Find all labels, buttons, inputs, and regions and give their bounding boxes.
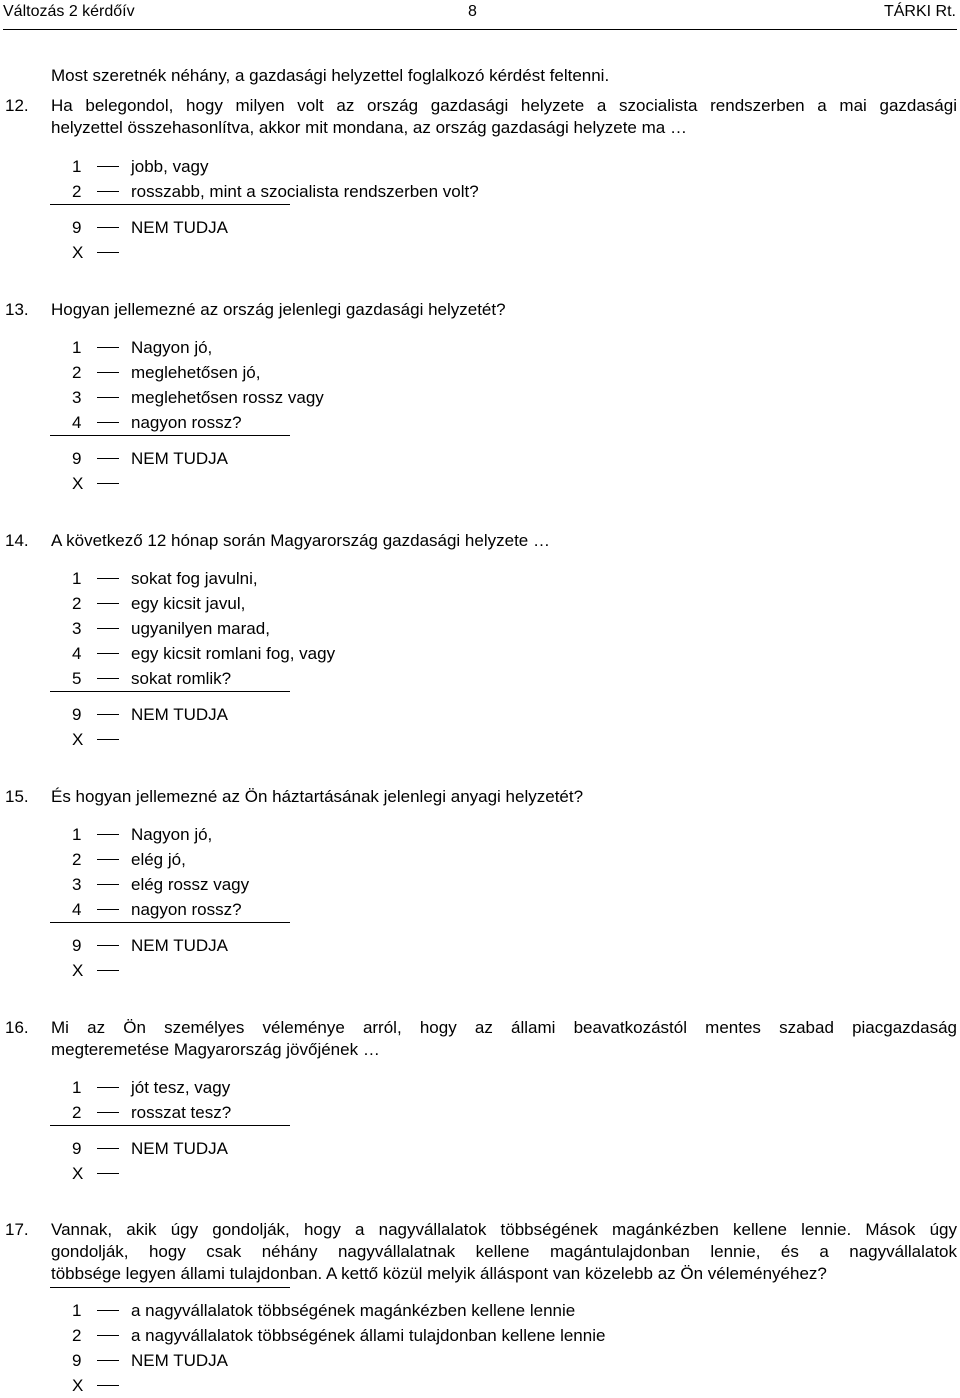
option-dash [97, 458, 119, 459]
options-divider [50, 204, 290, 205]
answer-option[interactable] [0, 385, 700, 410]
option-dash [97, 578, 119, 579]
option-dash [97, 970, 119, 971]
options-divider [50, 1125, 290, 1126]
option-code: 9 [72, 218, 82, 237]
option-code: X [72, 730, 84, 749]
option-label: a nagyvállalatok többségének állami tulajdonban kellene lennie [131, 1326, 606, 1345]
option-dash [97, 1112, 119, 1113]
option-code: 4 [72, 644, 82, 663]
option-code: 2 [72, 1103, 82, 1122]
option-label: NEM TUDJA [131, 936, 228, 955]
answer-option[interactable] [0, 591, 700, 616]
option-label: ugyanilyen marad, [131, 619, 270, 638]
option-code: 9 [72, 1351, 82, 1370]
intro-text: Most szeretnék néhány, a gazdasági helyzettel foglalkozó kérdést feltenni. [51, 66, 610, 85]
question-text [51, 1017, 957, 1061]
option-dash [97, 191, 119, 192]
option-label: egy kicsit romlani fog, vagy [131, 644, 336, 663]
option-code: 2 [72, 363, 82, 382]
option-dash [97, 1360, 119, 1361]
option-code: 5 [72, 669, 82, 688]
answer-option-dont-know[interactable] [0, 702, 700, 727]
option-dash [97, 1385, 119, 1386]
option-code: 4 [72, 900, 82, 919]
option-code: 9 [72, 936, 82, 955]
question-text [51, 95, 957, 139]
answer-option[interactable] [0, 641, 700, 666]
option-code: 2 [72, 594, 82, 613]
option-label: NEM TUDJA [131, 218, 228, 237]
option-dash [97, 909, 119, 910]
option-code: 9 [72, 449, 82, 468]
option-code: 2 [72, 1326, 82, 1345]
question-text-line: Ha belegondol, hogy milyen volt az ország gazdasági helyzete a szocialista rendszerben a mai gazdasági [51, 96, 957, 115]
question-text-line: gondolják, hogy csak néhány nagyvállalatnak kellene magántulajdonban lennie, és a nagyvállalatok [51, 1242, 957, 1261]
question-text [51, 1219, 957, 1285]
question-text-line: És hogyan jellemezné az Ön háztartásának jelenlegi anyagi helyzetét? [51, 787, 584, 806]
question-text-line: Vannak, akik úgy gondolják, hogy a nagyvállalatok többségének magánkézben kellene lennie. Mások úgy [51, 1220, 957, 1239]
option-code: 1 [72, 1078, 82, 1097]
option-label: meglehetősen jó, [131, 363, 261, 382]
answer-option[interactable] [0, 872, 700, 897]
option-dash [97, 397, 119, 398]
option-code: 2 [72, 850, 82, 869]
option-label: Nagyon jó, [131, 338, 213, 357]
answer-option[interactable] [0, 822, 700, 847]
answer-option[interactable] [0, 847, 700, 872]
option-dash [97, 166, 119, 167]
option-label: elég rossz vagy [131, 875, 250, 894]
answer-option-dont-know[interactable] [0, 1348, 700, 1373]
question-text [51, 786, 957, 808]
option-code: 1 [72, 569, 82, 588]
page-number: 8 [468, 3, 477, 20]
option-code: 3 [72, 875, 82, 894]
question-number: 14. [5, 531, 29, 550]
answer-option-refused[interactable] [0, 1373, 700, 1398]
option-dash [97, 603, 119, 604]
option-label: jobb, vagy [131, 157, 209, 176]
option-code: 9 [72, 1139, 82, 1158]
answer-option[interactable] [0, 1323, 700, 1348]
option-label: nagyon rossz? [131, 413, 242, 432]
answer-option-dont-know[interactable] [0, 1136, 700, 1161]
answer-option[interactable] [0, 335, 700, 360]
option-dash [97, 1335, 119, 1336]
option-dash [97, 227, 119, 228]
answer-option[interactable] [0, 897, 700, 922]
question-text-line: Hogyan jellemezné az ország jelenlegi gazdasági helyzetét? [51, 300, 506, 319]
option-code: 4 [72, 413, 82, 432]
option-label: rosszabb, mint a szocialista rendszerben volt? [131, 182, 479, 201]
option-dash [97, 945, 119, 946]
question-text-line: A következő 12 hónap során Magyarország gazdasági helyzete … [51, 531, 550, 550]
document-title: Változás 2 kérdőív [3, 3, 135, 20]
page-header [3, 3, 956, 29]
question-text-line: Mi az Ön személyes véleménye arról, hogy az állami beavatkozástól mentes szabad piacgazdaság [51, 1018, 957, 1037]
option-dash [97, 884, 119, 885]
option-label: NEM TUDJA [131, 1139, 228, 1158]
question-divider [50, 1287, 290, 1288]
option-code: 1 [72, 338, 82, 357]
option-code: 1 [72, 157, 82, 176]
option-dash [97, 1310, 119, 1311]
option-dash [97, 678, 119, 679]
option-code: X [72, 1164, 84, 1183]
answer-option[interactable] [0, 410, 700, 435]
answer-option-refused[interactable] [0, 727, 700, 752]
option-label: rosszat tesz? [131, 1103, 232, 1122]
option-label: NEM TUDJA [131, 1351, 228, 1370]
answer-option[interactable] [0, 1100, 700, 1125]
option-code: X [72, 961, 84, 980]
option-dash [97, 714, 119, 715]
option-dash [97, 1148, 119, 1149]
option-label: nagyon rossz? [131, 900, 242, 919]
option-code: X [72, 243, 84, 262]
answer-option-refused[interactable] [0, 471, 700, 496]
options-divider [50, 691, 290, 692]
question-number: 13. [5, 300, 29, 319]
option-label: NEM TUDJA [131, 449, 228, 468]
answer-option[interactable] [0, 154, 700, 179]
option-dash [97, 834, 119, 835]
option-code: 1 [72, 825, 82, 844]
answer-option[interactable] [0, 179, 700, 204]
answer-option[interactable] [0, 360, 700, 385]
option-dash [97, 347, 119, 348]
answer-option-refused[interactable] [0, 958, 700, 983]
option-dash [97, 422, 119, 423]
answer-option-refused[interactable] [0, 1161, 700, 1186]
header-divider [3, 29, 957, 30]
option-label: a nagyvállalatok többségének magánkézben kellene lennie [131, 1301, 576, 1320]
option-dash [97, 653, 119, 654]
option-dash [97, 252, 119, 253]
answer-option-dont-know[interactable] [0, 933, 700, 958]
option-dash [97, 483, 119, 484]
question-number: 17. [5, 1220, 29, 1239]
option-code: 1 [72, 1301, 82, 1320]
option-dash [97, 372, 119, 373]
options-divider [50, 922, 290, 923]
option-code: X [72, 474, 84, 493]
answer-option-refused[interactable] [0, 240, 700, 265]
question-text [51, 299, 957, 321]
option-label: jót tesz, vagy [131, 1078, 231, 1097]
question-number: 15. [5, 787, 29, 806]
option-dash [97, 859, 119, 860]
option-label: elég jó, [131, 850, 186, 869]
answer-option[interactable] [0, 666, 700, 691]
option-dash [97, 1087, 119, 1088]
option-label: egy kicsit javul, [131, 594, 246, 613]
answer-option[interactable] [0, 566, 700, 591]
option-code: 3 [72, 388, 82, 407]
answer-option[interactable] [0, 616, 700, 641]
answer-option-dont-know[interactable] [0, 215, 700, 240]
answer-option[interactable] [0, 1298, 700, 1323]
question-text-line: helyzettel összehasonlítva, akkor mit mondana, az ország gazdasági helyzete ma … [51, 118, 687, 137]
option-code: 2 [72, 182, 82, 201]
option-dash [97, 628, 119, 629]
option-label: sokat romlik? [131, 669, 232, 688]
option-label: Nagyon jó, [131, 825, 213, 844]
option-dash [97, 739, 119, 740]
answer-option-dont-know[interactable] [0, 446, 700, 471]
question-text [51, 530, 957, 552]
question-number: 12. [5, 96, 29, 115]
options-divider [50, 435, 290, 436]
option-label: sokat fog javulni, [131, 569, 258, 588]
option-code: 9 [72, 705, 82, 724]
option-dash [97, 1173, 119, 1174]
option-label: NEM TUDJA [131, 705, 228, 724]
answer-option[interactable] [0, 1075, 700, 1100]
option-code: X [72, 1376, 84, 1395]
option-label: meglehetősen rossz vagy [131, 388, 324, 407]
question-text-line: többsége legyen állami tulajdonban. A kettő közül melyik álláspont van közelebb az Ön véleményéhez? [51, 1264, 827, 1283]
option-code: 3 [72, 619, 82, 638]
question-number: 16. [5, 1018, 29, 1037]
organization-name: TÁRKI Rt. [883, 3, 956, 20]
question-text-line: megteremetése Magyarország jövőjének … [51, 1040, 380, 1059]
